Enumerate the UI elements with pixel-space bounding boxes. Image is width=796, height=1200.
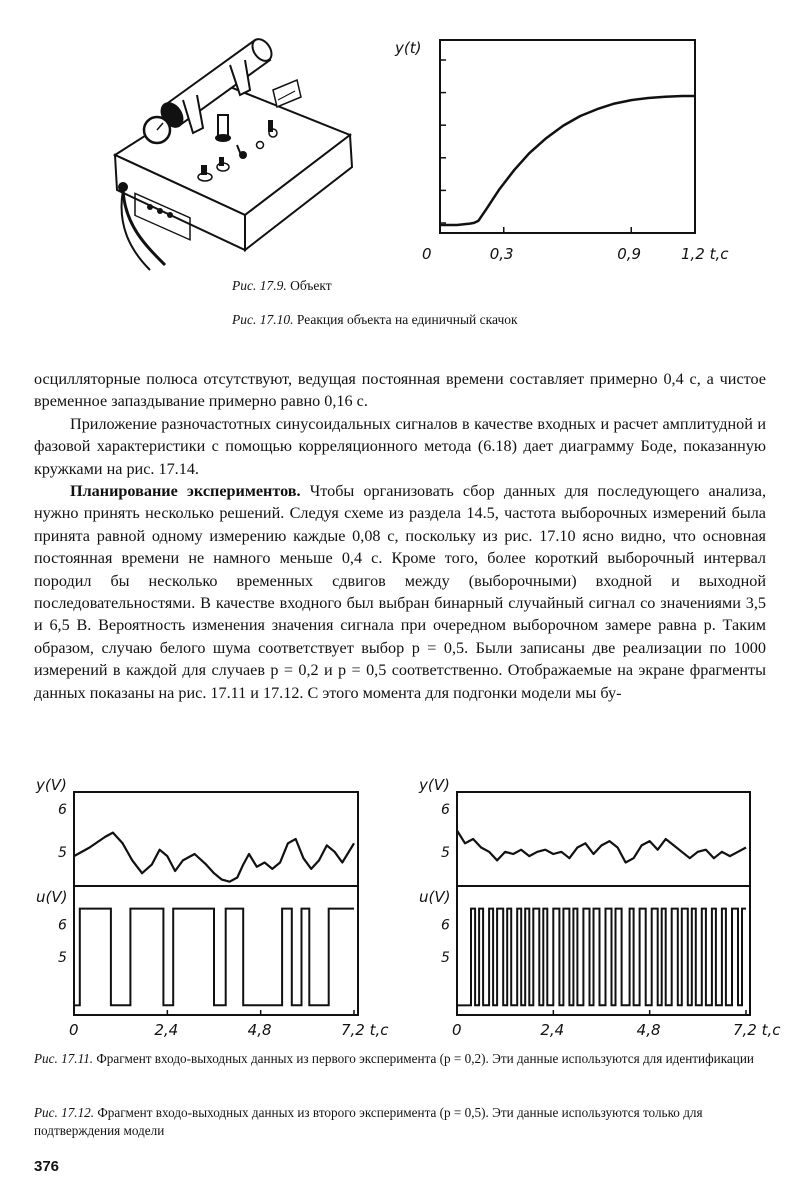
- io-data-chart-exp1: [22, 770, 389, 1045]
- output-axis-label: y(V): [419, 776, 450, 794]
- x-tick-label: 7,2 t,c: [341, 1021, 389, 1039]
- caption-number: Рис. 17.10.: [232, 312, 294, 327]
- x-tick-label: 2,4: [540, 1021, 565, 1039]
- plot-frame: [440, 40, 695, 233]
- x-tick-label: 0: [69, 1021, 79, 1039]
- figure-17-10-caption: [232, 312, 518, 328]
- output-y-tick-label: 5: [58, 844, 67, 861]
- output-y-tick-label: 6: [58, 802, 67, 819]
- output-axis-label: y(V): [36, 776, 67, 794]
- page-number: 376: [34, 1158, 60, 1175]
- io-data-chart-exp2: [405, 770, 781, 1045]
- figure-17-9-caption: [232, 278, 332, 294]
- paragraph-1: осцилляторные полюса отсутствуют, ведущая постоянная времени составляет примерно 0,4 с, а чистое временное запаздывание примерно равно 0,16 с.: [34, 370, 766, 411]
- step-response-chart: [385, 25, 729, 285]
- x-tick-label: 7,2 t,c: [733, 1021, 781, 1039]
- figure-17-11-caption: [34, 1050, 766, 1068]
- knob-icon: [218, 115, 228, 137]
- y-axis-label: y(t): [395, 39, 422, 57]
- output-y-tick-label: 6: [441, 802, 450, 819]
- x-tick-label: 0: [452, 1021, 462, 1039]
- caption-number: Рис. 17.9.: [232, 278, 287, 293]
- input-signal-line: [457, 909, 746, 1006]
- x-tick-label: 0: [422, 245, 432, 263]
- input-y-tick-label: 5: [58, 949, 67, 966]
- input-y-tick-label: 6: [441, 917, 450, 934]
- plot-frame: [74, 792, 358, 1015]
- x-tick-label: 0,9: [617, 245, 642, 263]
- x-tick-label: 4,8: [247, 1021, 272, 1039]
- output-signal-line: [74, 833, 354, 882]
- input-y-tick-label: 5: [441, 949, 450, 966]
- caption-number: Рис. 17.11.: [34, 1051, 94, 1066]
- input-axis-label: u(V): [36, 888, 68, 906]
- caption-text: Объект: [290, 278, 332, 293]
- input-axis-label: u(V): [419, 888, 451, 906]
- step-response-line: [440, 96, 695, 225]
- output-y-tick-label: 5: [441, 844, 450, 861]
- body-text: [34, 368, 766, 704]
- device-illustration: [105, 25, 365, 270]
- input-y-tick-label: 6: [58, 917, 67, 934]
- paragraph-3-text: Чтобы организовать сбор данных для последующего анализа, нужно принять несколько решений. Следуя схеме из раздела 14.5, частота выборочных измерений была принята равной одному измерению каждые 0,08 с, поскольку из рис. 17.10 ясно видно, что основная постоянная времени не намного меньше 0,4 с. Кроме того, более короткий выборочный интервал породил бы несколько временных сдвигов между (выборочными) входной и выходной последовательностями. В качестве входного был выбран бинарный случайный сигнал со значениями 3,5 и 6,5 В. Вероятность изменения значения сигнала при очередном выборочном замере равна p. Таким образом, случаю белого шума соответствует выбор p = 0,5. Были записаны две реализации по 1000 измерений в каждой для случаев p = 0,2 и p = 0,5 соответственно. Отображаемые на экране фрагменты данных показаны на рис. 17.11 и 17.12. С этого момента для подгонки модели мы бу-: [34, 482, 766, 702]
- meter-icon: [273, 80, 301, 107]
- section-heading: Планирование экспериментов.: [70, 482, 301, 501]
- caption-text: Реакция объекта на единичный скачок: [296, 312, 518, 327]
- x-tick-label: 1,2 t,c: [681, 245, 729, 263]
- input-signal-line: [74, 909, 354, 1006]
- x-tick-label: 0,3: [489, 245, 514, 263]
- paragraph-3: [34, 480, 766, 704]
- caption-number: Рис. 17.12.: [34, 1105, 95, 1120]
- x-tick-label: 4,8: [636, 1021, 661, 1039]
- caption-text: Фрагмент входо-выходных данных из первого эксперимента (p = 0,2). Эти данные используются для идентификации: [96, 1051, 754, 1066]
- caption-text: Фрагмент входо-выходных данных из второго эксперимента (p = 0,5). Эти данные используются только для подтверждения модели: [34, 1105, 703, 1138]
- output-signal-line: [457, 831, 746, 863]
- x-tick-label: 2,4: [154, 1021, 179, 1039]
- figure-17-12-caption: [34, 1104, 766, 1140]
- paragraph-2: Приложение разночастотных синусоидальных сигналов в качестве входных и расчет амплитудной и фазовой характеристики с помощью корреляционного метода (6.18) дает диаграмму Боде, показанную кружками на рис. 17.14.: [34, 414, 766, 478]
